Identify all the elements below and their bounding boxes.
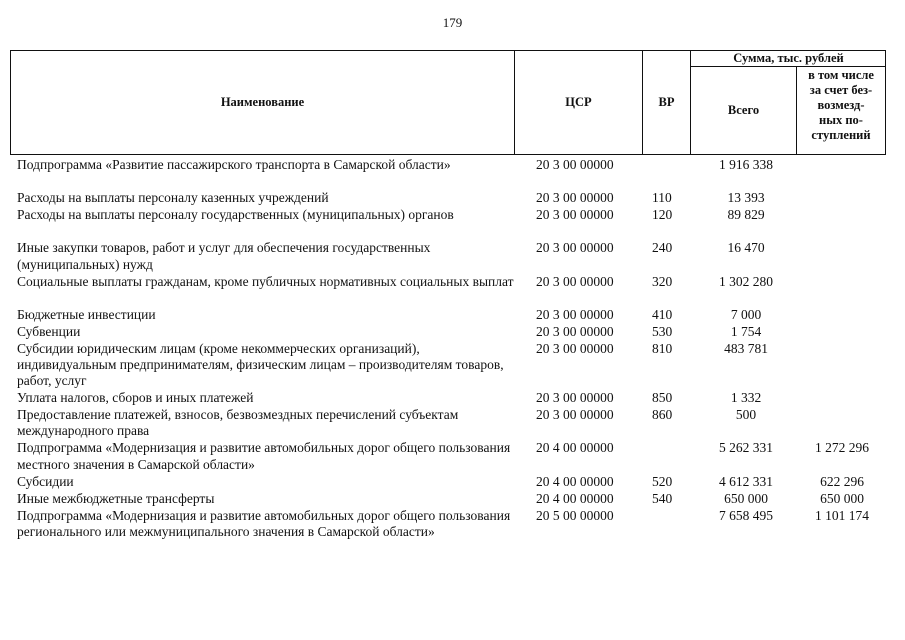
header-total: Всего [727,103,760,117]
row-total: 16 470 [727,240,765,256]
row-vr: 540 [652,490,673,506]
row-vr: 320 [652,273,673,289]
row-name: Бюджетные инвестиции [17,306,156,322]
row-name: Уплата налогов, сборов и иных платежей [17,390,254,406]
header-free [797,68,885,143]
row-total: 89 829 [727,207,765,223]
table-row [0,508,905,557]
row-free: 622 296 [820,473,864,489]
row-csr: 20 3 00 00000 [536,306,614,322]
table-row [0,190,905,207]
row-total: 1 916 338 [719,157,773,172]
row-csr: 20 3 00 00000 [536,340,614,356]
row-csr: 20 3 00 00000 [536,273,614,289]
row-total: 13 393 [727,190,765,206]
row-total: 7 658 495 [719,507,773,523]
row-name: Подпрограмма «Модернизация и развитие автомобильных дорог общего пользования регионального или межмуниципального значения в Самарской области» [17,507,511,539]
header-free-line: в том числе [808,68,874,82]
row-csr: 20 3 00 00000 [536,323,614,339]
row-name: Субвенции [17,323,81,339]
row-total: 1 302 280 [719,273,773,289]
table-row [0,407,905,440]
row-name: Подпрограмма «Модернизация и развитие автомобильных дорог общего пользования местного значения в Самарской области» [17,440,511,472]
row-name: Иные закупки товаров, работ и услуг для обеспечения государственных (муниципальных) нужд [17,240,431,272]
header-border-bottom [10,154,886,155]
table-body [0,157,905,557]
row-free: 650 000 [820,490,864,506]
table-row [0,440,905,473]
table-row [0,207,905,240]
row-total: 7 000 [730,306,762,322]
row-vr: 860 [652,407,673,423]
row-total: 650 000 [724,490,768,506]
row-name: Иные межбюджетные трансферты [17,490,215,506]
row-free: 1 272 296 [815,440,869,456]
header-sum: Сумма, тыс. рублей [733,51,844,65]
row-csr: 20 3 00 00000 [536,207,614,223]
row-name: Субсидии [17,473,74,489]
table-row [0,274,905,307]
header-vr: ВР [658,95,675,109]
row-total: 1 754 [730,323,762,339]
row-vr: 120 [652,207,673,223]
row-total: 483 781 [724,340,768,356]
row-name: Расходы на выплаты персоналу казенных учреждений [17,190,329,206]
table-row [0,157,905,190]
row-free: 1 101 174 [815,507,869,523]
row-csr: 20 5 00 00000 [536,507,614,523]
row-name: Социальные выплаты гражданам, кроме публичных нормативных социальных выплат [17,273,514,289]
page-number: 179 [442,15,463,30]
row-csr: 20 4 00 00000 [536,490,614,506]
header-sum-underline [690,66,886,67]
row-csr: 20 3 00 00000 [536,407,614,423]
table-row [0,324,905,341]
row-total: 1 332 [730,390,762,406]
row-name: Субсидии юридическим лицам (кроме некоммерческих организаций), индивидуальным предпринимателям, физическим лицам – производителям товаров, работ, услуг [17,340,504,389]
row-total: 5 262 331 [719,440,773,456]
row-name: Расходы на выплаты персоналу государственных (муниципальных) органов [17,207,454,223]
row-total: 4 612 331 [719,473,773,489]
table-row [0,390,905,407]
row-total: 500 [735,407,757,423]
row-csr: 20 3 00 00000 [536,240,614,256]
row-vr: 520 [652,473,673,489]
header-free-line: ных по- [819,113,863,127]
row-vr: 240 [652,240,673,256]
row-vr: 850 [652,390,673,406]
row-name: Подпрограмма «Развитие пассажирского транспорта в Самарской области» [17,157,451,172]
table-row [0,307,905,324]
row-name: Предоставление платежей, взносов, безвозмездных перечислений субъектам международного права [17,407,459,439]
row-vr: 110 [652,190,672,206]
header-free-line: возмезд- [817,98,865,112]
row-vr: 410 [652,306,673,322]
row-csr: 20 3 00 00000 [536,390,614,406]
header-name: Наименование [220,95,305,109]
row-vr: 810 [652,340,673,356]
row-vr: 530 [652,323,673,339]
table-row [0,240,905,273]
table-row [0,474,905,491]
row-csr: 20 4 00 00000 [536,473,614,489]
header-free-line: ступлений [811,128,871,142]
row-csr: 20 3 00 00000 [536,157,614,172]
table-row [0,341,905,390]
table-row [0,491,905,508]
table-header [10,50,886,156]
row-csr: 20 3 00 00000 [536,190,614,206]
header-free-line: за счет без- [809,83,873,97]
header-csr: ЦСР [565,95,592,109]
row-csr: 20 4 00 00000 [536,440,614,456]
